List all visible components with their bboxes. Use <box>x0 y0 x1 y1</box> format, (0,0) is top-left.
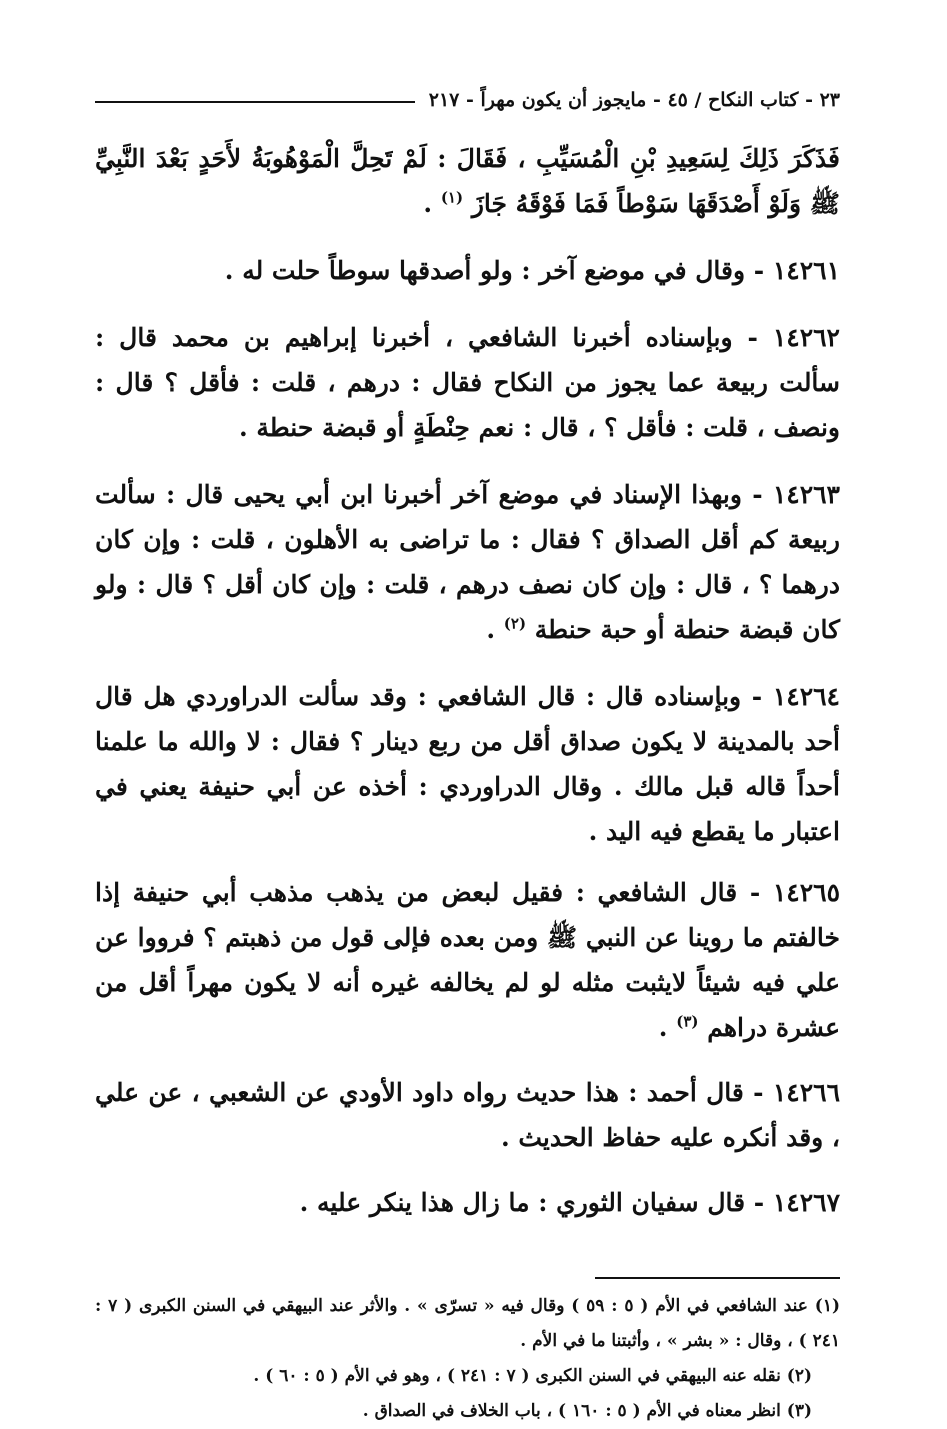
running-header <box>95 78 840 122</box>
footnote-3: (٣) انظر معناه في الأم ( ٥ : ١٦٠ ) ، باب الخلاف في الصداق . <box>362 1401 812 1421</box>
paragraph-number: ١٤٢٦٣ <box>772 480 840 509</box>
footnote-ref-1: (١) <box>440 188 464 207</box>
paragraph-14265: ١٤٢٦٥ - قال الشافعي : فقيل لبعض من يذهب مذهب أبي حنيفة إذا خالفتم ما روينا عن النبي ﷺ ومن بعده فإلى قول من ذهبتم ؟ فرووا عن علي فيه شيئاً لايثبت مثله لو لم يخالفه غيره أنه لا يكون مهراً أقل من عشرة دراهم $^{(٣)}$ . <box>95 878 840 1042</box>
paragraph-14261: ١٤٢٦١ - وقال في موضع آخر : ولو أصدقها سوطاً حلت له . <box>224 256 840 285</box>
paragraph-14263: ١٤٢٦٣ - وبهذا الإسناد في موضع آخر أخبرنا ابن أبي يحيى قال : سألت ربيعة كم أقل الصداق ؟ فقال : ما تراضى به الأهلون ، قلت : وإن كان درهما ؟ ، قال : وإن كان نصف درهم ، قلت : وإن كان أقل ؟ قال : ولو كان قبضة حنطة أو حبة حنطة $^{(٢)}$ . <box>95 480 840 644</box>
header-rule <box>95 101 415 103</box>
footnote-ref-3: (٣) <box>676 1012 699 1031</box>
main-text <box>95 136 840 1225</box>
paragraph-number: ١٤٢٦٢ <box>772 323 840 352</box>
footnote-rule <box>595 1277 840 1279</box>
paragraph-14262: ١٤٢٦٢ - وبإسناده أخبرنا الشافعي ، أخبرنا إبراهيم بن محمد قال : سألت ربيعة عما يجوز من النكاح فقال : درهم ، قلت : فأقل ؟ قال : ونصف ، قلت : فأقل ؟ ، قال : نعم حِنْطَةٍ أو قبضة حنطة . <box>95 323 840 442</box>
footnote-ref-2: (٢) <box>503 614 527 633</box>
paragraph-number: ١٤٢٦٦ <box>772 1078 840 1107</box>
footnote-2: (٢) نقله عنه البيهقي في السنن الكبرى ( ٧ : ٢٤١ ) ، وهو في الأم ( ٥ : ٦٠ ) . <box>253 1366 812 1386</box>
footnote-1: (١) عند الشافعي في الأم ( ٥ : ٥٩ ) وقال فيه « تسرّى » . والأثر عند البيهقي في السنن الكبرى ( ٧ : ٢٤١ ) ، وقال : « بشر » ، وأثبتنا ما في الأم . <box>95 1296 840 1351</box>
paragraph-number: ١٤٢٦٥ <box>772 878 840 907</box>
paragraph-number: ١٤٢٦٤ <box>772 682 840 711</box>
running-title: ٢٣ - كتاب النكاح / ٤٥ - مايجوز أن يكون مهراً - ٢١٧ <box>428 89 840 111</box>
paragraph-14264: ١٤٢٦٤ - وبإسناده قال : قال الشافعي : وقد سألت الدراوردي هل قال أحد بالمدينة لا يكون صداق أقل من ربع دينار ؟ فقال : لا والله ما علمنا أحداً قاله قبل مالك . وقال الدراوردي : أخذه عن أبي حنيفة يعني في اعتبار ما يقطع فيه اليد . <box>95 682 840 846</box>
paragraph-number: ١٤٢٦١ <box>772 256 840 285</box>
paragraph-number: ١٤٢٦٧ <box>772 1188 840 1217</box>
paragraph-14266: ١٤٢٦٦ - قال أحمد : هذا حديث رواه داود الأودي عن الشعبي ، عن علي ، وقد أنكره عليه حفاظ الحديث . <box>95 1078 840 1152</box>
footnotes <box>95 1289 840 1429</box>
book-page <box>95 78 840 1429</box>
paragraph-continuation: فَذَكَرَ ذَلِكَ لِسَعِيدِ بْنِ الْمُسَيِّبِ ، فَقَالَ : لَمْ تَحِلَّ الْمَوْهُوبَةُ لأَحَدٍ بَعْدَ النَّبِيِّ ﷺ وَلَوْ أَصْدَقَهَا سَوْطاً فَمَا فَوْقَهُ جَازَ $^{(١)}$ . <box>95 144 840 218</box>
paragraph-14267: ١٤٢٦٧ - قال سفيان الثوري : ما زال هذا ينكر عليه . <box>299 1188 840 1217</box>
